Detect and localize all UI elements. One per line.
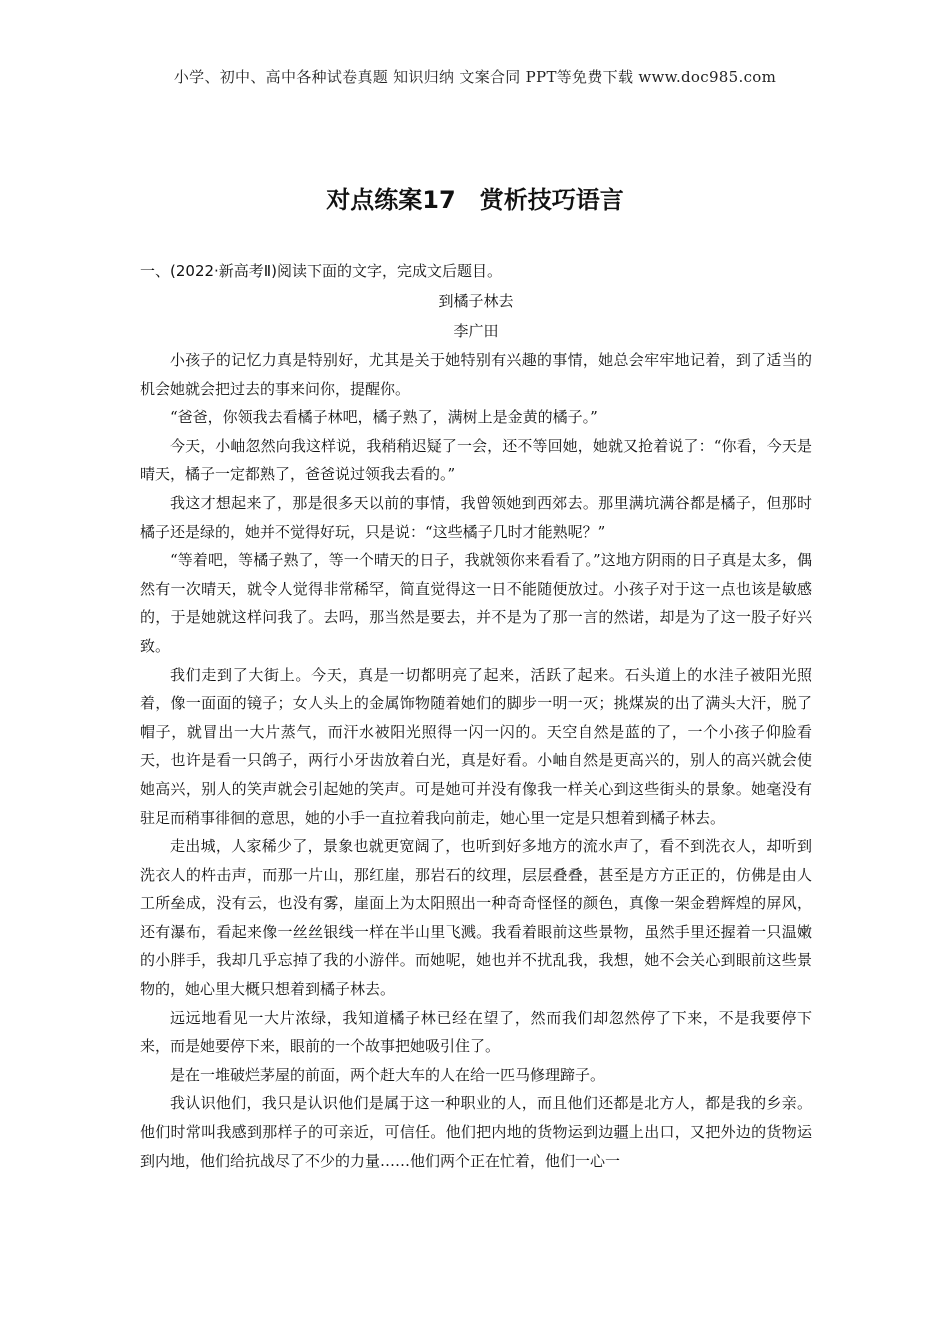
- paragraph: 远远地看见一大片浓绿，我知道橘子林已经在望了，然而我们却忽然停了下来，不是我要停下来，而是她要停下来，眼前的一个故事把她吸引住了。: [140, 1008, 812, 1056]
- paragraph: “等着吧，等橘子熟了，等一个晴天的日子，我就领你来看看了。”这地方阴雨的日子真是太多，偶然有一次晴天，就令人觉得非常稀罕，简直觉得这一日不能随便放过。小孩子对于这一点也该是敏感的，于是她就这样问我了。去吗，那当然是要去，并不是为了那一言的然诺，却是为了这一股子好兴致。: [140, 551, 812, 655]
- story-author: 李广田: [453, 322, 499, 340]
- page-header: 小学、初中、高中各种试卷真题 知识归纳 文案合同 PPT等免费下载 www.doc985.com: [173, 68, 777, 86]
- page-title: 对点练案17 赏析技巧语言: [326, 186, 624, 214]
- paragraph: 走出城，人家稀少了，景象也就更宽阔了，也听到好多地方的流水声了，看不到洗衣人，却听到洗衣人的杵击声，而那一片山，那红崖，那岩石的纹理，层层叠叠，甚至是方方正正的，仿佛是由人工所垒成，没有云，也没有雾，崖面上为太阳照出一种奇奇怪怪的颜色，真像一架金碧辉煌的屏风，还有瀑布，看起来像一丝丝银线一样在半山里飞溅。我看着眼前这些景物，虽然手里还握着一只温嫩的小胖手，我却几乎忘掉了我的小游伴。而她呢，她也并不扰乱我，我想，她不会关心到眼前这些景物的，她心里大概只想着到橘子林去。: [140, 837, 812, 999]
- document-body: [140, 256, 812, 1175]
- paragraph: 我认识他们，我只是认识他们是属于这一种职业的人，而且他们还都是北方人，都是我的乡亲。他们时常叫我感到那样子的可亲近，可信任。他们把内地的货物运到边疆上出口，又把外边的货物运到内地，他们给抗战尽了不少的力量……他们两个正在忙着，他们一心一: [140, 1094, 812, 1170]
- story-title: 到橘子林去: [438, 292, 514, 310]
- paragraph: 是在一堆破烂茅屋的前面，两个赶大车的人在给一匹马修理蹄子。: [170, 1065, 606, 1084]
- paragraph: “爸爸，你领我去看橘子林吧，橘子熟了，满树上是金黄的橘子。”: [170, 408, 598, 427]
- paragraph: 小孩子的记忆力真是特别好，尤其是关于她特别有兴趣的事情，她总会牢牢地记着，到了适当的机会她就会把过去的事来问你，提醒你。: [140, 351, 812, 398]
- paragraph: 今天，小岫忽然向我这样说，我稍稍迟疑了一会，还不等回她，她就又抢着说了：“你看，今天是晴天，橘子一定都熟了，爸爸说过领我去看的。”: [140, 436, 812, 484]
- paragraph: 我这才想起来了，那是很多天以前的事情，我曾领她到西郊去。那里满坑满谷都是橘子，但那时橘子还是绿的，她并不觉得好玩，只是说：“这些橘子几时才能熟呢？”: [140, 493, 812, 541]
- paragraph: 我们走到了大街上。今天，真是一切都明亮了起来，活跃了起来。石头道上的水洼子被阳光照着，像一面面的镜子；女人头上的金属饰物随着她们的脚步一明一灭；挑煤炭的出了满头大汗，脱了帽子，就冒出一大片蒸气，而汗水被阳光照得一闪一闪的。天空自然是蓝的了，一个小孩子仰脸看天，也许是看一只鸽子，两行小牙齿放着白光，真是好看。小岫自然是更高兴的，别人的高兴就会使她高兴，别人的笑声就会引起她的笑声。可是她可并没有像我一样关心到这些街头的景象。她毫没有驻足而稍事徘徊的意思，她的小手一直拉着我向前走，她心里一定是只想着到橘子林去。: [140, 665, 812, 827]
- question-prompt: 一、(2022·新高考Ⅱ)阅读下面的文字，完成文后题目。: [140, 262, 503, 280]
